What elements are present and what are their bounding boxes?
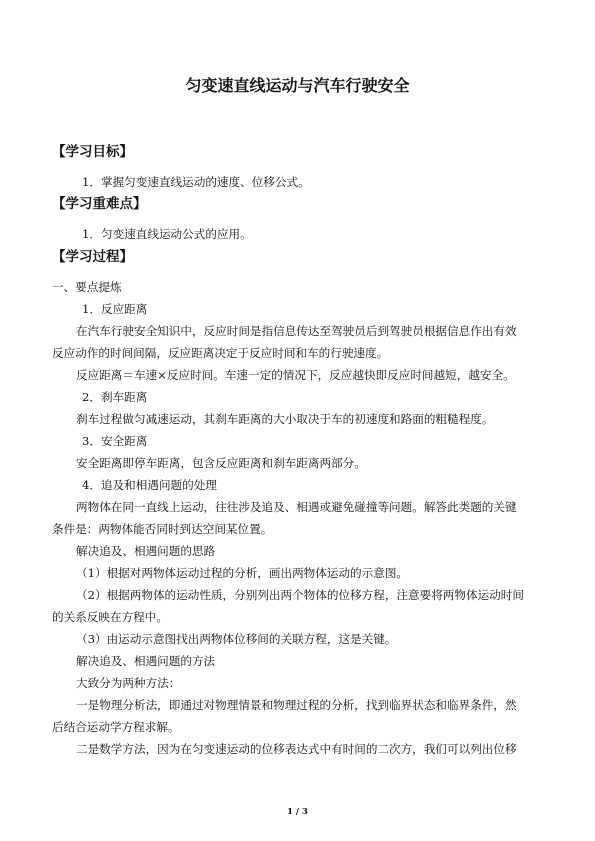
paragraph-line: 在汽车行驶安全知识中，反应时间是指信息传达至驾驶员后到驾驶员根据信息作出有效 [76, 324, 517, 338]
paragraph-line: 一是物理分析法，即通过对物理情景和物理过程的分析，找到临界状态和临界条件，然 [76, 698, 517, 712]
paragraph-line: 安全距离即停车距离，包含反应距离和刹车距离两部分。 [76, 456, 366, 470]
paragraph-line: 大致分为两种方法： [76, 676, 181, 690]
paragraph-line: 反应动作的时间间隔，反应距离决定于反应时间和车的行驶速度。 [52, 346, 389, 360]
paragraph-line: 的关系反映在方程中。 [52, 610, 168, 624]
heading-learning-goals: 【学习目标】 [52, 144, 133, 160]
subheading-safe-distance: 3．安全距离 [82, 434, 148, 448]
step-item: （2）根据两物体的运动性质，分别列出两个物体的位移方程，注意要将两物体运动时间 [76, 588, 524, 602]
subheading-reaction-distance: 1．反应距离 [82, 302, 148, 316]
page-number: 1 / 3 [287, 807, 308, 817]
paragraph-line: 后结合运动学方程求解。 [52, 720, 180, 734]
paragraph-line: 解决追及、相遇问题的方法 [76, 654, 216, 668]
subheading-pursuit-meeting: 4．追及和相遇问题的处理 [82, 478, 217, 492]
paragraph-line: 条件是：两物体能否同时到达空间某位置。 [52, 522, 273, 536]
document-title: 匀变速直线运动与汽车行驶安全 [185, 76, 410, 95]
paragraph-line: 解决追及、相遇问题的思路 [76, 544, 216, 558]
paragraph-line: 二是数学方法，因为在匀变速运动的位移表达式中有时间的二次方，我们可以列出位移 [76, 742, 517, 756]
heading-key-points: 【学习重难点】 [52, 196, 147, 212]
paragraph-line: 刹车过程做匀减速运动，其刹车距离的大小取决于车的初速度和路面的粗糙程度。 [76, 412, 494, 426]
key-item-1: 1．匀变速直线运动公式的应用。 [82, 227, 252, 241]
section-heading: 一、要点提炼 [52, 280, 122, 294]
paragraph-line: 反应距离＝车速×反应时间。车速一定的情况下，反应越快即反应时间越短，越安全。 [76, 368, 515, 382]
heading-learning-process: 【学习过程】 [52, 249, 133, 265]
subheading-braking-distance: 2．刹车距离 [82, 390, 148, 404]
goal-item-1: 1．掌握匀变速直线运动的速度、位移公式。 [82, 175, 310, 189]
step-item: （1）根据对两物体运动过程的分析，画出两物体运动的示意图。 [76, 566, 409, 580]
paragraph-line: 两物体在同一直线上运动，往往涉及追及、相遇或避免碰撞等问题。解答此类题的关键 [76, 500, 517, 514]
step-item: （3）由运动示意图找出两物体位移间的关联方程，这是关键。 [76, 632, 397, 646]
